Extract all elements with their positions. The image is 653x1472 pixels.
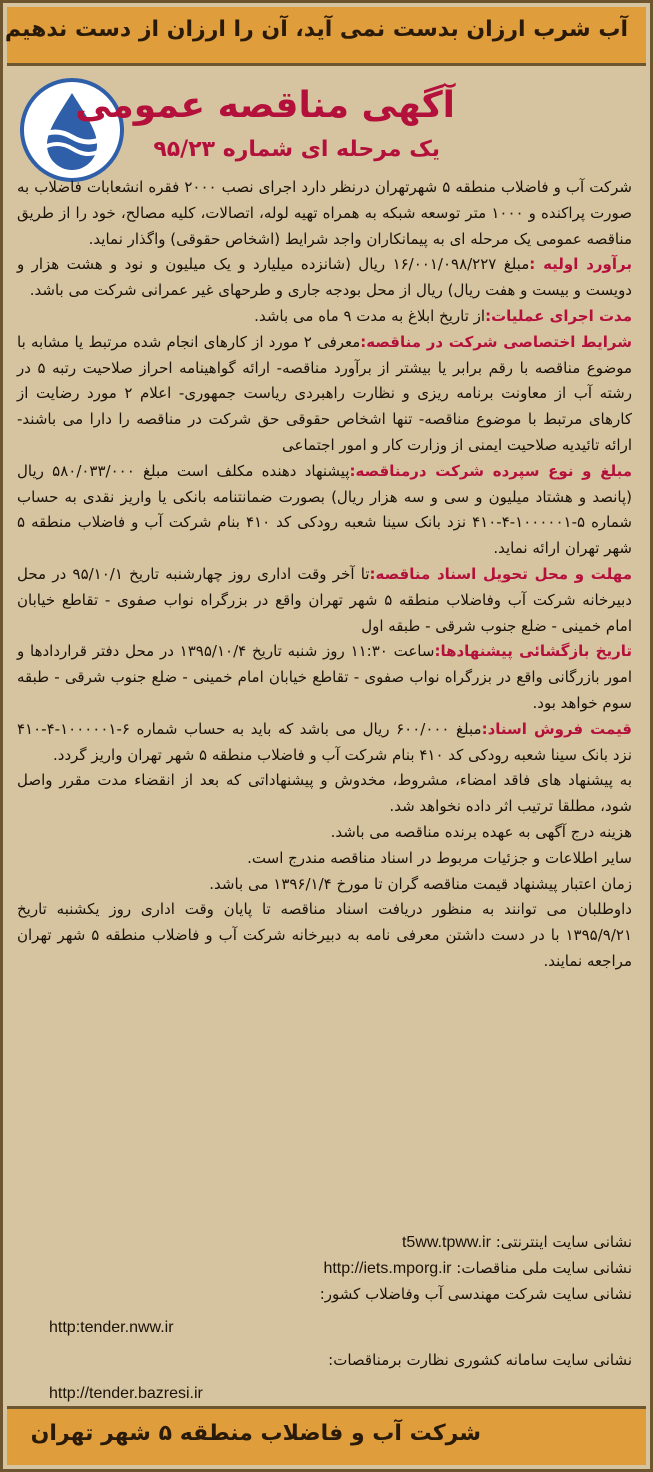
- audit-site-row: [17, 1347, 632, 1373]
- national-site-link[interactable]: http://iets.mporg.ir: [323, 1260, 452, 1277]
- internet-site-link[interactable]: t5ww.tpww.ir: [401, 1234, 491, 1251]
- internet-site-label: نشانی سایت اینترنتی:: [495, 1233, 632, 1251]
- page-title: آگهی مناقصه عمومی: [75, 85, 455, 126]
- estimate-paragraph: [17, 252, 632, 304]
- duration-text: از تاریخ ابلاغ به مدت ۹ ماه می باشد.: [254, 306, 486, 325]
- national-site-row: [17, 1255, 632, 1281]
- conditions-label: شرایط اختصاصی شرکت در مناقصه:: [360, 332, 632, 351]
- note-documents: داوطلبان می توانند به منظور دریافت اسناد مناقصه تا پایان وقت اداری روز یکشنبه تاریخ ۱۳۹۵/۹/۲۱ با در دست داشتن معرفی نامه به دبیرخانه شرکت آب و فاضلاب منطقه ۵ شهر تهران مراجعه نمایند.: [17, 900, 633, 970]
- engineering-url-row: [17, 1307, 632, 1347]
- guarantee-paragraph: [17, 459, 632, 562]
- price-text: مبلغ ۶۰۰/۰۰۰ ریال می باشد که باید به حساب شماره ۶-۱۰۰۰۰۰۱-۴-۴۱۰ نزد بانک سینا شعبه رودکی کد ۴۱۰ بنام شرکت آب و فاضلاب منطقه ۵ شهر تهران واریز گردد.: [17, 719, 632, 764]
- note-validity: زمان اعتبار پیشنهاد قیمت مناقصه گران تا مورخ ۱۳۹۶/۱/۴ می باشد.: [209, 874, 632, 893]
- engineering-site-label: نشانی سایت شرکت مهندسی آب وفاضلاب کشور:: [319, 1285, 632, 1303]
- note-ad-cost: هزینه درج آگهی به عهده برنده مناقصه می باشد.: [330, 822, 632, 841]
- estimate-label: برآورد اولیه :: [529, 255, 632, 274]
- duration-label: مدت اجرای عملیات:: [485, 306, 632, 325]
- price-label: قیمت فروش اسناد:: [481, 719, 633, 738]
- deadline-label: مهلت و محل تحویل اسناد مناقصه:: [369, 564, 632, 583]
- note-rejection: به پیشنهاد های فاقد امضاء، مشروط، مخدوش و پیشنهاداتی که بعد از انقضاء مدت مقرر واصل شود، مطلقا ترتیب اثر داده نخواهد شد.: [17, 771, 632, 816]
- conditions-text: معرفی ۲ مورد از کارهای انجام شده مرتبط یا مشابه با موضوع مناقصه با رقم برابر یا بیشتر از برآورد مناقصه- ارائه گواهینامه احراز صلاحیت رتبه ۵ در رشته آب از معاونت برنامه ریزی و نظارت راهبردی ریاست جمهوری- اعلام ۲ مورد رضایت از کارهای مرتبط با موضوع مناقصه- تنها اشخاص حقوقی حق شرکت در مناقصه را دارا می باشند- ارائه تائیدیه صلاحیت ایمنی از وزارت کار و امور اجتماعی: [17, 332, 632, 454]
- price-paragraph: [17, 717, 632, 769]
- deadline-paragraph: [17, 562, 632, 639]
- intro-paragraph: شرکت آب و فاضلاب منطقه ۵ شهرتهران درنظر دارد اجرای نصب ۲۰۰۰ فقره انشعابات فاضلاب به صورت پراکنده و ۱۰۰۰ متر توسعه شبکه به همراه تهیه لوله، اتصالات، کلیه مصالح، خود را از طریق مناقصه عمومی یک مرحله ای به پیمانکاران واجد شرایط (اشخاص حقوقی) واگذار نماید.: [17, 178, 632, 248]
- audit-site-label: نشانی سایت سامانه کشوری نظارت برمناقصات:: [328, 1351, 632, 1369]
- slogan-text: آب شرب ارزان بدست نمی آید، آن را ارزان از دست ندهیم: [4, 17, 628, 42]
- footer-band: [7, 1406, 646, 1465]
- website-links: [17, 1229, 632, 1413]
- estimate-text: مبلغ ۱۶/۰۰۱/۰۹۸/۲۲۷ ریال (شانزده میلیارد و یک میلیون و نود و هشت هزار و دویست و بیست و هفت ریال) ریال از محل بودجه جاری و طرحهای غیر عمرانی شرکت می باشد.: [17, 255, 632, 300]
- opening-text: ساعت ۱۱:۳۰ روز شنبه تاریخ ۱۳۹۵/۱۰/۴ در محل دفتر قراردادها و امور بازرگانی واقع در بزرگراه نواب صفوی - تقاطع خیابان امام خمینی - ضلع جنوب شرقی - طبقه سوم خواهد بود.: [17, 642, 632, 712]
- guarantee-label: مبلغ و نوع سپرده شرکت درمناقصه:: [349, 461, 633, 480]
- internet-site-row: [17, 1229, 632, 1255]
- conditions-paragraph: [17, 330, 632, 459]
- engineering-site-row: [17, 1281, 632, 1307]
- opening-label: تاریخ بازگشائی پیشنهادها:: [434, 642, 632, 661]
- national-site-label: نشانی سایت ملی مناقصات:: [456, 1259, 632, 1277]
- tender-number: یک مرحله ای شماره ۹۵/۲۳: [153, 137, 440, 162]
- announcement-body: [17, 175, 632, 975]
- deadline-text: تا آخر وقت اداری روز چهارشنبه تاریخ ۹۵/۱۰/۱ در محل دبیرخانه شرکت آب وفاضلاب منطقه ۵ شهر تهران واقع در بزرگراه نواب صفوی - تقاطع خیابان امام خمینی - ضلع جنوب شرقی - طبقه اول: [17, 564, 632, 635]
- note-details: سایر اطلاعات و جزئیات مربوط در اسناد مناقصه مندرج است.: [247, 848, 632, 867]
- audit-site-link[interactable]: http://tender.bazresi.ir: [49, 1385, 203, 1402]
- guarantee-text: پیشنهاد دهنده مکلف است مبلغ ۵۸۰/۰۳۳/۰۰۰ ریال (پانصد و هشتاد میلیون و سی و سه هزار ریال) بصورت ضمانتنامه بانکی یا واریز نقدی به حساب شماره ۵-۱۰۰۰۰۰۱-۴-۴۱۰ نزد بانک سینا شعبه رودکی کد ۴۱۰ بنام شرکت آب و فاضلاب منطقه ۵ شهر تهران ارائه نماید.: [17, 461, 632, 558]
- duration-paragraph: [17, 304, 632, 330]
- footer-company-name: شرکت آب و فاضلاب منطقه ۵ شهر تهران: [30, 1421, 481, 1446]
- engineering-site-link[interactable]: http:tender.nww.ir: [49, 1319, 174, 1336]
- opening-paragraph: [17, 639, 632, 716]
- slogan-band: [4, 7, 646, 66]
